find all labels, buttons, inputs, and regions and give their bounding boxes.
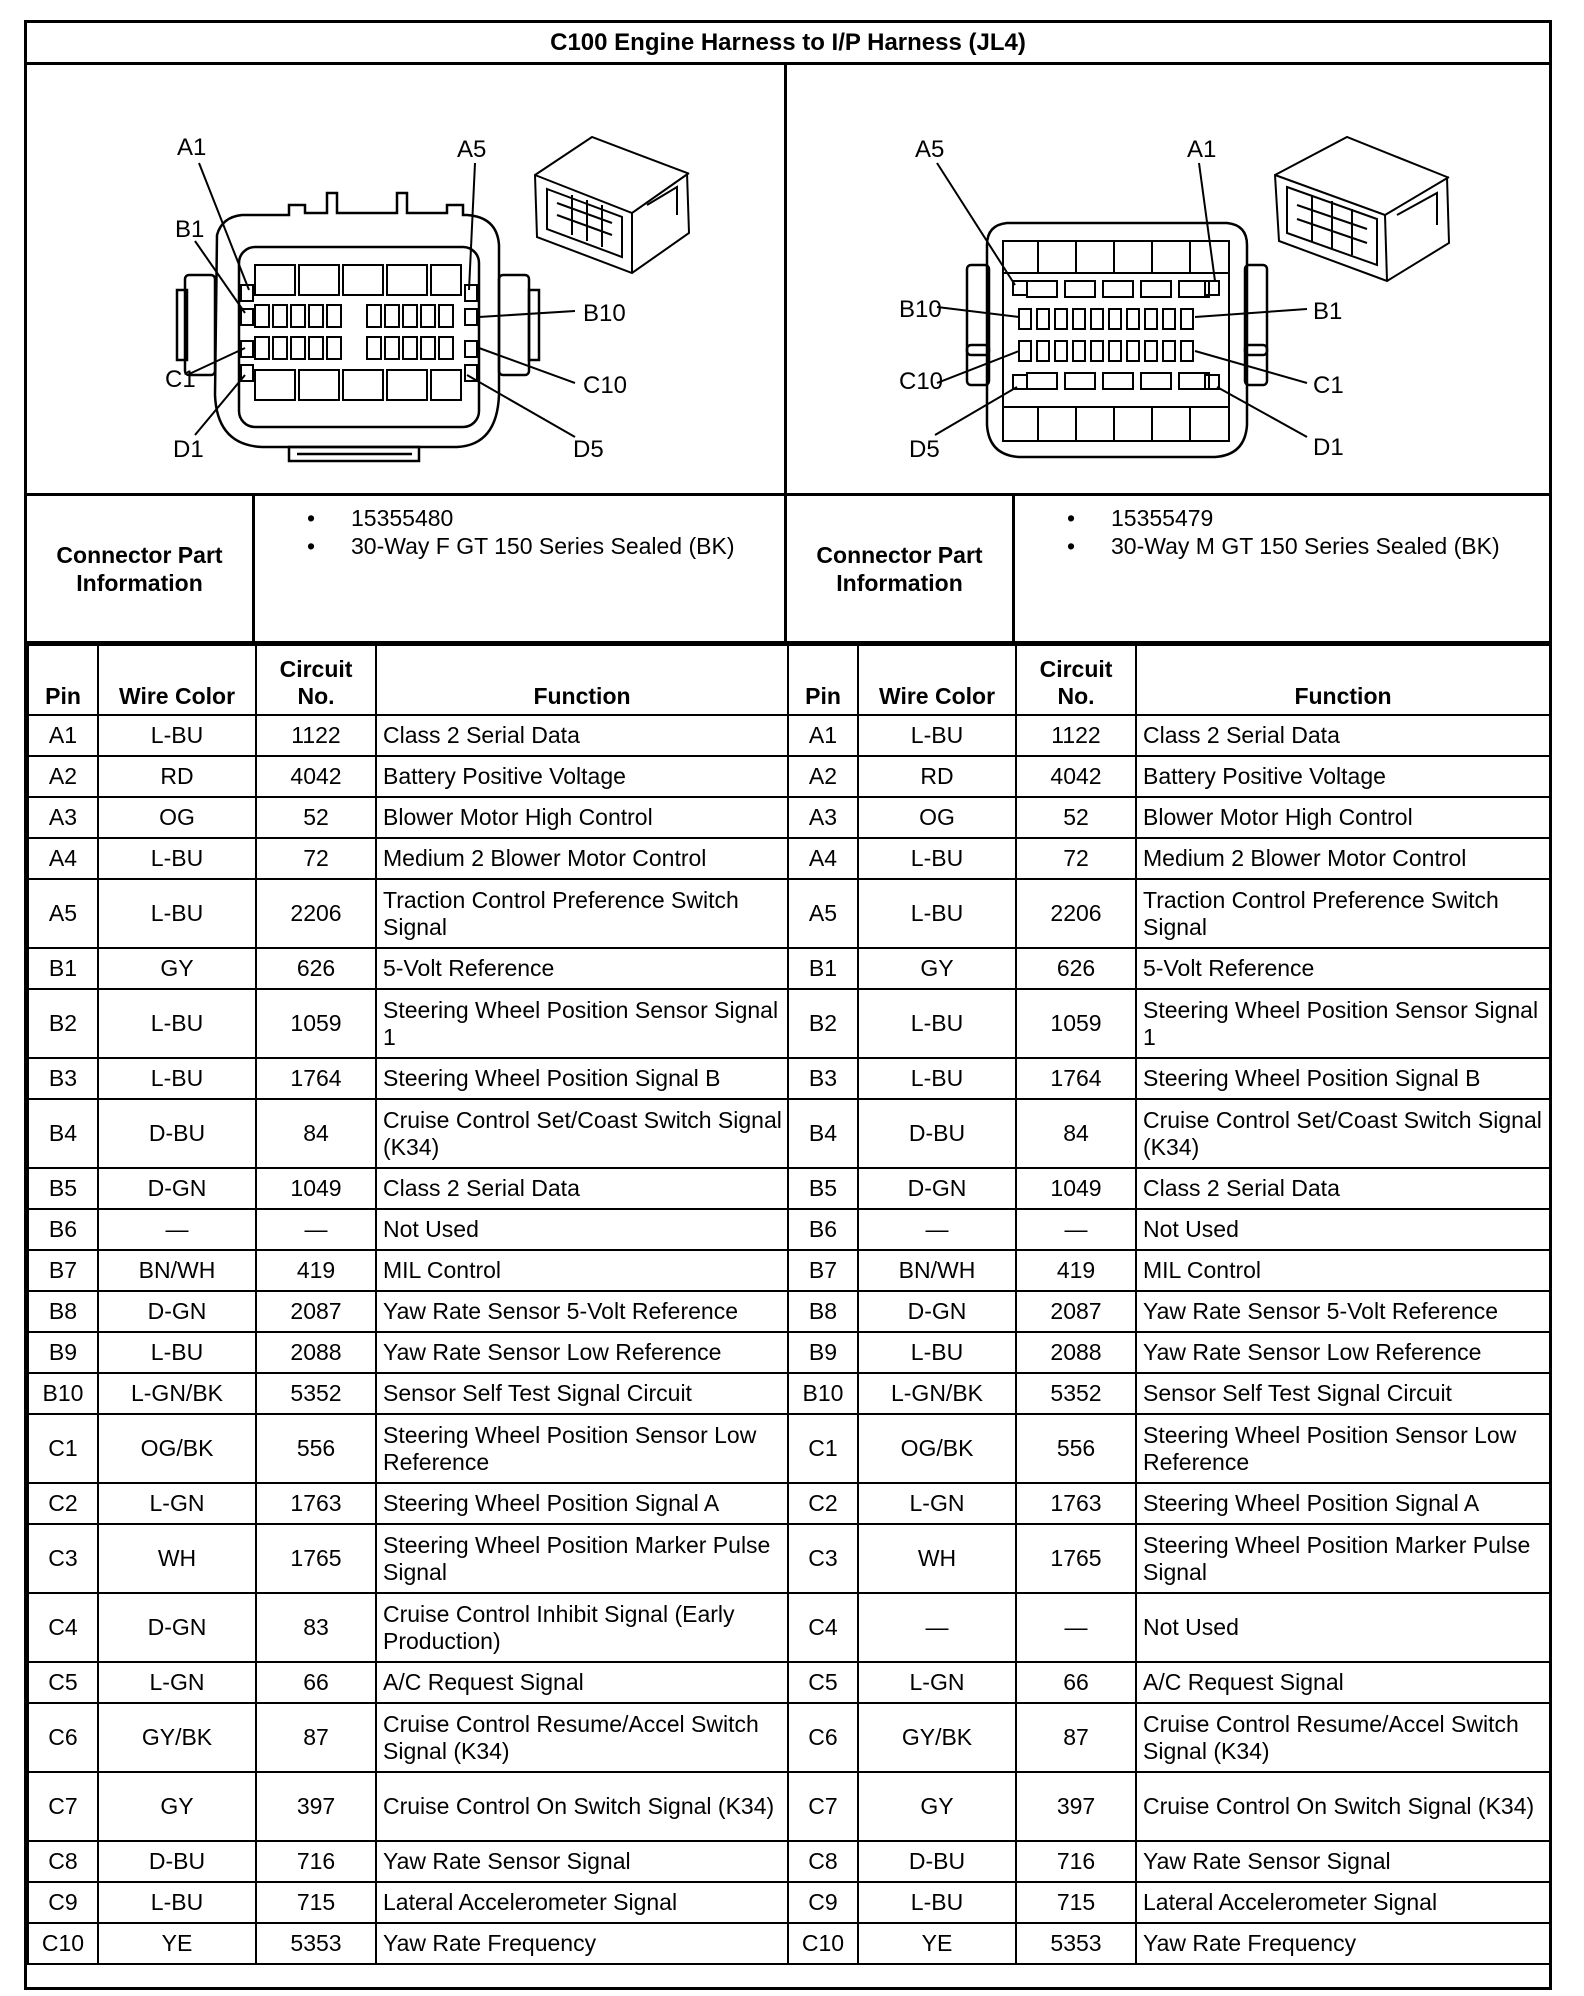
circuit-cell: 72 <box>1016 838 1136 879</box>
function-cell: Not Used <box>1136 1209 1550 1250</box>
table-row <box>28 1593 788 1662</box>
pin-cell: C6 <box>28 1703 98 1772</box>
wire-color-cell: OG <box>98 797 256 838</box>
table-row <box>788 989 1550 1058</box>
wire-color-cell: GY <box>858 948 1016 989</box>
function-cell: Yaw Rate Frequency <box>1136 1923 1550 1964</box>
wire-color-cell: L-BU <box>858 1882 1016 1923</box>
label-d1: D1 <box>1313 434 1344 461</box>
wire-color-cell: D-GN <box>98 1291 256 1332</box>
pin-cell: C9 <box>28 1882 98 1923</box>
pin-cell: A4 <box>788 838 858 879</box>
function-cell: Not Used <box>376 1209 788 1250</box>
circuit-cell: 715 <box>256 1882 376 1923</box>
circuit-cell: 1049 <box>256 1168 376 1209</box>
function-cell: Cruise Control On Switch Signal (K34) <box>1136 1772 1550 1841</box>
wire-color-cell: L-BU <box>98 838 256 879</box>
wire-color-cell: — <box>858 1593 1016 1662</box>
function-cell: Blower Motor High Control <box>1136 797 1550 838</box>
function-cell: Cruise Control On Switch Signal (K34) <box>376 1772 788 1841</box>
male-connector-diagram <box>787 65 1549 496</box>
circuit-cell: 1765 <box>256 1524 376 1593</box>
table-row <box>28 1841 788 1882</box>
table-row <box>28 1058 788 1099</box>
function-cell: Cruise Control Resume/Accel Switch Signal (K34) <box>376 1703 788 1772</box>
circuit-cell: 397 <box>256 1772 376 1841</box>
wire-color-cell: YE <box>858 1923 1016 1964</box>
function-cell: 5-Volt Reference <box>1136 948 1550 989</box>
pin-cell: B2 <box>28 989 98 1058</box>
table-row <box>28 1373 788 1414</box>
wire-color-cell: L-GN/BK <box>98 1373 256 1414</box>
circuit-cell: 2088 <box>256 1332 376 1373</box>
circuit-cell: 4042 <box>1016 756 1136 797</box>
function-cell: Class 2 Serial Data <box>376 715 788 756</box>
circuit-cell: 715 <box>1016 1882 1136 1923</box>
table-row <box>788 756 1550 797</box>
circuit-cell: 556 <box>256 1414 376 1483</box>
table-row <box>788 1209 1550 1250</box>
function-cell: Cruise Control Inhibit Signal (Early Production) <box>376 1593 788 1662</box>
header-pin: Pin <box>788 645 858 715</box>
function-cell: Battery Positive Voltage <box>376 756 788 797</box>
label-b1: B1 <box>175 216 205 243</box>
wire-color-cell: D-GN <box>858 1291 1016 1332</box>
circuit-cell: 626 <box>1016 948 1136 989</box>
wire-color-cell: GY <box>98 948 256 989</box>
table-row <box>28 756 788 797</box>
connector-document <box>24 20 1552 1990</box>
wire-color-cell: BN/WH <box>98 1250 256 1291</box>
pin-cell: B1 <box>28 948 98 989</box>
table-row <box>788 1882 1550 1923</box>
part-info-list <box>255 504 774 560</box>
pin-cell: B3 <box>788 1058 858 1099</box>
wire-color-cell: L-BU <box>858 838 1016 879</box>
table-row <box>788 1841 1550 1882</box>
table-row <box>28 1483 788 1524</box>
circuit-cell: — <box>256 1209 376 1250</box>
wire-color-cell: L-BU <box>98 989 256 1058</box>
wire-color-cell: WH <box>858 1524 1016 1593</box>
table-row <box>28 797 788 838</box>
table-row <box>788 1291 1550 1332</box>
table-row <box>788 1703 1550 1772</box>
circuit-cell: 2087 <box>1016 1291 1136 1332</box>
wire-color-cell: RD <box>858 756 1016 797</box>
wire-color-cell: L-BU <box>858 1058 1016 1099</box>
pin-cell: B6 <box>28 1209 98 1250</box>
pin-cell: B7 <box>28 1250 98 1291</box>
function-cell: MIL Control <box>376 1250 788 1291</box>
function-cell: Class 2 Serial Data <box>1136 1168 1550 1209</box>
label-d5: D5 <box>909 436 940 463</box>
wire-color-cell: L-BU <box>98 1058 256 1099</box>
circuit-cell: 716 <box>256 1841 376 1882</box>
pin-cell: B8 <box>28 1291 98 1332</box>
table-row <box>788 1414 1550 1483</box>
header-function: Function <box>1136 645 1550 715</box>
wire-color-cell: GY <box>98 1772 256 1841</box>
label-c1: C1 <box>1313 372 1344 399</box>
wire-color-cell: OG <box>858 797 1016 838</box>
function-cell: Steering Wheel Position Sensor Signal 1 <box>1136 989 1550 1058</box>
table-row <box>788 1593 1550 1662</box>
pin-cell: B9 <box>28 1332 98 1373</box>
pin-cell: C3 <box>788 1524 858 1593</box>
label-b1: B1 <box>1313 298 1343 325</box>
table-row <box>788 1772 1550 1841</box>
table-row <box>28 1772 788 1841</box>
table-row <box>788 838 1550 879</box>
pin-cell: C2 <box>28 1483 98 1524</box>
circuit-cell: 1049 <box>1016 1168 1136 1209</box>
right-part-info <box>787 496 1549 644</box>
function-cell: Lateral Accelerometer Signal <box>1136 1882 1550 1923</box>
circuit-cell: 83 <box>256 1593 376 1662</box>
table-row <box>788 797 1550 838</box>
circuit-cell: 4042 <box>256 756 376 797</box>
part-number: • 15355480 <box>255 504 774 532</box>
part-number: • 15355479 <box>1015 504 1539 532</box>
pin-cell: C4 <box>788 1593 858 1662</box>
wire-color-cell: L-BU <box>858 715 1016 756</box>
function-cell: Yaw Rate Sensor Signal <box>376 1841 788 1882</box>
pin-cell: B6 <box>788 1209 858 1250</box>
table-row <box>28 948 788 989</box>
header-circuit: Circuit No. <box>1016 645 1136 715</box>
pin-cell: B9 <box>788 1332 858 1373</box>
function-cell: Class 2 Serial Data <box>1136 715 1550 756</box>
circuit-cell: 52 <box>256 797 376 838</box>
function-cell: Steering Wheel Position Signal A <box>376 1483 788 1524</box>
label-c1: C1 <box>165 366 196 393</box>
circuit-cell: 419 <box>256 1250 376 1291</box>
pin-cell: B2 <box>788 989 858 1058</box>
circuit-cell: 5352 <box>256 1373 376 1414</box>
function-cell: Steering Wheel Position Sensor Low Reference <box>376 1414 788 1483</box>
wire-color-cell: L-GN/BK <box>858 1373 1016 1414</box>
function-cell: Lateral Accelerometer Signal <box>376 1882 788 1923</box>
circuit-cell: 87 <box>256 1703 376 1772</box>
circuit-cell: — <box>1016 1593 1136 1662</box>
table-row <box>28 1291 788 1332</box>
function-cell: Yaw Rate Sensor 5-Volt Reference <box>1136 1291 1550 1332</box>
label-b10: B10 <box>583 300 626 327</box>
wire-color-cell: D-BU <box>98 1841 256 1882</box>
pin-cell: C3 <box>28 1524 98 1593</box>
wire-color-cell: L-BU <box>98 1332 256 1373</box>
wire-color-cell: D-BU <box>858 1099 1016 1168</box>
circuit-cell: 2206 <box>1016 879 1136 948</box>
pin-cell: B4 <box>28 1099 98 1168</box>
part-info-label: Connector Part Information <box>787 496 1015 641</box>
pin-cell: C6 <box>788 1703 858 1772</box>
wire-color-cell: L-GN <box>858 1662 1016 1703</box>
table-row <box>28 1250 788 1291</box>
table-row <box>28 1099 788 1168</box>
part-description: • 30-Way F GT 150 Series Sealed (BK) <box>255 532 774 560</box>
part-info-list <box>1015 504 1539 560</box>
function-cell: Traction Control Preference Switch Signal <box>376 879 788 948</box>
female-connector-diagram <box>27 65 787 496</box>
function-cell: Yaw Rate Frequency <box>376 1923 788 1964</box>
pin-cell: C1 <box>788 1414 858 1483</box>
wire-color-cell: GY/BK <box>98 1703 256 1772</box>
pin-cell: B8 <box>788 1291 858 1332</box>
pin-cell: B5 <box>788 1168 858 1209</box>
circuit-cell: 1059 <box>1016 989 1136 1058</box>
wire-color-cell: L-GN <box>98 1483 256 1524</box>
function-cell: Steering Wheel Position Sensor Signal 1 <box>376 989 788 1058</box>
wire-color-cell: D-BU <box>858 1841 1016 1882</box>
table-row <box>788 1524 1550 1593</box>
function-cell: Cruise Control Resume/Accel Switch Signal (K34) <box>1136 1703 1550 1772</box>
circuit-cell: 1059 <box>256 989 376 1058</box>
pin-cell: A3 <box>28 797 98 838</box>
function-cell: Yaw Rate Sensor 5-Volt Reference <box>376 1291 788 1332</box>
label-b10: B10 <box>899 296 942 323</box>
label-a5: A5 <box>915 136 945 163</box>
pin-cell: C5 <box>788 1662 858 1703</box>
label-a5: A5 <box>457 136 487 163</box>
circuit-cell: 1763 <box>1016 1483 1136 1524</box>
header-function: Function <box>376 645 788 715</box>
pin-cell: C2 <box>788 1483 858 1524</box>
function-cell: Yaw Rate Sensor Signal <box>1136 1841 1550 1882</box>
wire-color-cell: L-BU <box>98 879 256 948</box>
table-row <box>28 715 788 756</box>
wire-color-cell: L-GN <box>98 1662 256 1703</box>
pin-cell: C1 <box>28 1414 98 1483</box>
circuit-cell: 1763 <box>256 1483 376 1524</box>
female-connector-drawing <box>27 65 784 493</box>
left-part-info <box>27 496 787 644</box>
circuit-cell: 716 <box>1016 1841 1136 1882</box>
circuit-cell: 2087 <box>256 1291 376 1332</box>
pin-cell: C7 <box>28 1772 98 1841</box>
function-cell: Yaw Rate Sensor Low Reference <box>1136 1332 1550 1373</box>
pin-cell: C10 <box>28 1923 98 1964</box>
table-row <box>788 1058 1550 1099</box>
left-pin-table <box>27 644 789 1965</box>
table-row <box>788 1250 1550 1291</box>
wire-color-cell: D-BU <box>98 1099 256 1168</box>
page-title: C100 Engine Harness to I/P Harness (JL4) <box>27 23 1549 65</box>
male-connector-drawing <box>787 65 1546 493</box>
table-row <box>28 879 788 948</box>
header-pin: Pin <box>28 645 98 715</box>
table-row <box>28 838 788 879</box>
wire-color-cell: L-GN <box>858 1483 1016 1524</box>
pin-cell: A1 <box>28 715 98 756</box>
circuit-cell: 87 <box>1016 1703 1136 1772</box>
circuit-cell: 626 <box>256 948 376 989</box>
table-row <box>28 1703 788 1772</box>
header-wire-color: Wire Color <box>858 645 1016 715</box>
circuit-cell: 2088 <box>1016 1332 1136 1373</box>
table-row <box>28 1923 788 1964</box>
pin-cell: B1 <box>788 948 858 989</box>
table-row <box>788 879 1550 948</box>
table-row <box>28 1662 788 1703</box>
pin-cell: C10 <box>788 1923 858 1964</box>
function-cell: Steering Wheel Position Signal B <box>376 1058 788 1099</box>
function-cell: 5-Volt Reference <box>376 948 788 989</box>
function-cell: Medium 2 Blower Motor Control <box>1136 838 1550 879</box>
function-cell: Yaw Rate Sensor Low Reference <box>376 1332 788 1373</box>
pin-cell: B3 <box>28 1058 98 1099</box>
function-cell: Blower Motor High Control <box>376 797 788 838</box>
circuit-cell: 84 <box>256 1099 376 1168</box>
function-cell: Sensor Self Test Signal Circuit <box>376 1373 788 1414</box>
circuit-cell: 1764 <box>256 1058 376 1099</box>
label-c10: C10 <box>583 372 628 399</box>
circuit-cell: 5353 <box>1016 1923 1136 1964</box>
wire-color-cell: GY <box>858 1772 1016 1841</box>
function-cell: Cruise Control Set/Coast Switch Signal (K34) <box>1136 1099 1550 1168</box>
label-a1: A1 <box>177 134 207 161</box>
circuit-cell: 5352 <box>1016 1373 1136 1414</box>
circuit-cell: 1765 <box>1016 1524 1136 1593</box>
function-cell: Cruise Control Set/Coast Switch Signal (K34) <box>376 1099 788 1168</box>
part-description: • 30-Way M GT 150 Series Sealed (BK) <box>1015 532 1539 560</box>
label-d5: D5 <box>573 436 604 463</box>
function-cell: Steering Wheel Position Marker Pulse Signal <box>376 1524 788 1593</box>
wire-color-cell: OG/BK <box>858 1414 1016 1483</box>
pin-cell: A2 <box>788 756 858 797</box>
circuit-cell: 1764 <box>1016 1058 1136 1099</box>
function-cell: MIL Control <box>1136 1250 1550 1291</box>
pin-cell: B5 <box>28 1168 98 1209</box>
function-cell: Steering Wheel Position Sensor Low Reference <box>1136 1414 1550 1483</box>
circuit-cell: — <box>1016 1209 1136 1250</box>
table-row <box>28 1168 788 1209</box>
wire-color-cell: D-GN <box>98 1593 256 1662</box>
label-c10: C10 <box>899 368 944 395</box>
pin-cell: B4 <box>788 1099 858 1168</box>
wire-color-cell: WH <box>98 1524 256 1593</box>
pin-cell: A3 <box>788 797 858 838</box>
table-row <box>788 948 1550 989</box>
function-cell: Sensor Self Test Signal Circuit <box>1136 1373 1550 1414</box>
part-info-label: Connector Part Information <box>27 496 255 641</box>
pin-cell: A4 <box>28 838 98 879</box>
circuit-cell: 52 <box>1016 797 1136 838</box>
table-row <box>788 1168 1550 1209</box>
circuit-cell: 419 <box>1016 1250 1136 1291</box>
function-cell: Not Used <box>1136 1593 1550 1662</box>
circuit-cell: 66 <box>1016 1662 1136 1703</box>
wire-color-cell: BN/WH <box>858 1250 1016 1291</box>
wire-color-cell: L-BU <box>858 1332 1016 1373</box>
wire-color-cell: L-BU <box>98 715 256 756</box>
pin-cell: B7 <box>788 1250 858 1291</box>
table-row <box>788 1373 1550 1414</box>
table-row <box>28 989 788 1058</box>
wire-color-cell: OG/BK <box>98 1414 256 1483</box>
circuit-cell: 66 <box>256 1662 376 1703</box>
pin-cell: A5 <box>788 879 858 948</box>
wire-color-cell: RD <box>98 756 256 797</box>
circuit-cell: 1122 <box>256 715 376 756</box>
function-cell: A/C Request Signal <box>1136 1662 1550 1703</box>
circuit-cell: 72 <box>256 838 376 879</box>
pin-cell: A1 <box>788 715 858 756</box>
wire-color-cell: D-GN <box>98 1168 256 1209</box>
pin-cell: A5 <box>28 879 98 948</box>
pin-cell: C9 <box>788 1882 858 1923</box>
label-d1: D1 <box>173 436 204 463</box>
pin-cell: C5 <box>28 1662 98 1703</box>
pin-cell: A2 <box>28 756 98 797</box>
label-a1: A1 <box>1187 136 1217 163</box>
function-cell: Steering Wheel Position Marker Pulse Signal <box>1136 1524 1550 1593</box>
function-cell: Class 2 Serial Data <box>376 1168 788 1209</box>
wire-color-cell: L-BU <box>858 989 1016 1058</box>
pin-cell: B10 <box>28 1373 98 1414</box>
function-cell: Medium 2 Blower Motor Control <box>376 838 788 879</box>
wire-color-cell: — <box>858 1209 1016 1250</box>
circuit-cell: 84 <box>1016 1099 1136 1168</box>
pin-cell: C8 <box>28 1841 98 1882</box>
wire-color-cell: L-BU <box>858 879 1016 948</box>
header-circuit: Circuit No. <box>256 645 376 715</box>
wire-color-cell: — <box>98 1209 256 1250</box>
circuit-cell: 397 <box>1016 1772 1136 1841</box>
table-row <box>788 715 1550 756</box>
circuit-cell: 1122 <box>1016 715 1136 756</box>
table-row <box>28 1414 788 1483</box>
table-row <box>28 1332 788 1373</box>
header-wire-color: Wire Color <box>98 645 256 715</box>
pin-cell: B10 <box>788 1373 858 1414</box>
circuit-cell: 556 <box>1016 1414 1136 1483</box>
table-row <box>788 1099 1550 1168</box>
wire-color-cell: D-GN <box>858 1168 1016 1209</box>
circuit-cell: 2206 <box>256 879 376 948</box>
function-cell: Traction Control Preference Switch Signal <box>1136 879 1550 948</box>
table-row <box>28 1524 788 1593</box>
table-row <box>788 1483 1550 1524</box>
wire-color-cell: YE <box>98 1923 256 1964</box>
right-pin-table <box>787 644 1551 1965</box>
pin-cell: C8 <box>788 1841 858 1882</box>
function-cell: A/C Request Signal <box>376 1662 788 1703</box>
function-cell: Steering Wheel Position Signal B <box>1136 1058 1550 1099</box>
table-row <box>28 1209 788 1250</box>
table-row <box>788 1332 1550 1373</box>
table-row <box>788 1923 1550 1964</box>
function-cell: Steering Wheel Position Signal A <box>1136 1483 1550 1524</box>
function-cell: Battery Positive Voltage <box>1136 756 1550 797</box>
table-row <box>28 1882 788 1923</box>
circuit-cell: 5353 <box>256 1923 376 1964</box>
wire-color-cell: GY/BK <box>858 1703 1016 1772</box>
wire-color-cell: L-BU <box>98 1882 256 1923</box>
pin-cell: C4 <box>28 1593 98 1662</box>
table-row <box>788 1662 1550 1703</box>
pin-cell: C7 <box>788 1772 858 1841</box>
